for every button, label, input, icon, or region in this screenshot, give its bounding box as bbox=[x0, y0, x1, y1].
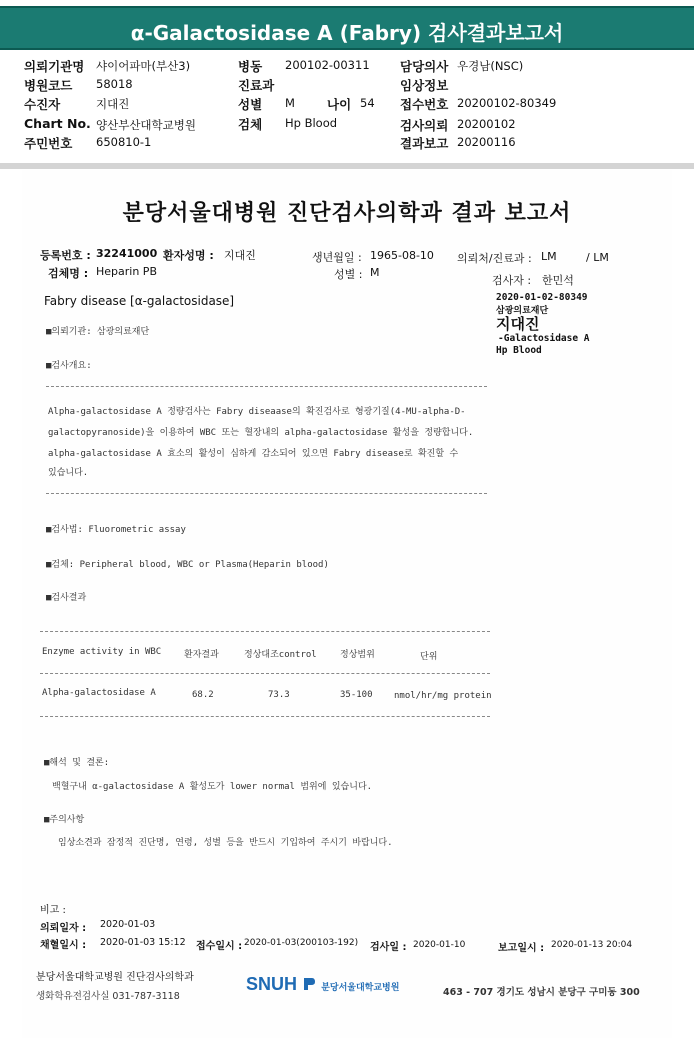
report-date-label: 보고일시 : bbox=[498, 943, 545, 954]
stamp-institution: 삼광의료재단 bbox=[496, 306, 549, 316]
value-receipt-number: 20200102-80349 bbox=[457, 96, 557, 110]
label-specimen: 검체 bbox=[238, 117, 263, 132]
interpretation-heading: ■해석 및 결론: bbox=[44, 758, 110, 768]
label-age: 나이 bbox=[327, 97, 352, 112]
rule bbox=[40, 673, 490, 674]
remark-label: 비고 : bbox=[40, 905, 66, 916]
label-department: 진료과 bbox=[238, 78, 275, 93]
table-header: 환자결과 bbox=[184, 650, 219, 660]
dob-label: 생년월일 : bbox=[312, 251, 362, 264]
examiner-label: 검사자 : bbox=[492, 274, 532, 287]
value-chart-no: 양산부산대학교병원 bbox=[96, 118, 196, 132]
stamp-patient: 지대진 bbox=[496, 315, 540, 333]
stamp-specimen: Hp Blood bbox=[496, 345, 542, 356]
label-requesting-institution: 의뢰기관명 bbox=[24, 59, 85, 74]
label-ward: 병동 bbox=[238, 59, 263, 74]
table-header: 정상대조control bbox=[244, 650, 317, 660]
value-specimen: Hp Blood bbox=[285, 116, 338, 130]
collection-value: 2020-01-03 15:12 bbox=[100, 937, 186, 948]
lab-contact: 생화학유전검사실 031-787-3118 bbox=[36, 991, 180, 1002]
hospital-address: 463 - 707 경기도 성남시 분당구 구미동 300 bbox=[443, 987, 640, 998]
report-banner-title: α-Galactosidase A (Fabry) 검사결과보고서 bbox=[130, 21, 564, 45]
label-result-report: 결과보고 bbox=[400, 136, 449, 151]
snuh-logo-text: SNUH bbox=[246, 974, 298, 994]
interpretation-text: 백혈구내 α-galactosidase A 활성도가 lower normal 범위에 있습니다. bbox=[52, 782, 373, 792]
dept-value-b: / LM bbox=[586, 251, 609, 264]
table-header: 단위 bbox=[420, 652, 438, 662]
sex-label: 성별 : bbox=[334, 268, 363, 281]
rule bbox=[46, 386, 487, 387]
rule bbox=[40, 716, 490, 717]
value-test-request: 20200102 bbox=[457, 117, 516, 131]
value-hospital-code: 58018 bbox=[96, 77, 133, 91]
overview-line-4: 있습니다. bbox=[48, 468, 89, 478]
label-chart-no: Chart No. bbox=[24, 116, 91, 131]
exam-label: 검사일 : bbox=[370, 942, 407, 953]
snuh-mark-icon bbox=[302, 976, 316, 992]
value-requesting-institution: 샤이어파마(부산3) bbox=[96, 59, 191, 73]
value-result-report: 20200116 bbox=[457, 135, 516, 149]
rule bbox=[40, 631, 490, 632]
exam-value: 2020-01-10 bbox=[413, 940, 466, 950]
value-doctor: 우경남(NSC) bbox=[457, 59, 524, 73]
stamp-test: -Galactosidase A bbox=[498, 333, 590, 344]
sex-value: M bbox=[370, 266, 380, 279]
rule bbox=[46, 493, 487, 494]
label-hospital-code: 병원코드 bbox=[24, 78, 73, 93]
notes-text: 임상소견과 잠정적 진단명, 연령, 성별 등을 반드시 기입하여 주시기 바랍니다. bbox=[58, 838, 393, 848]
receipt-value: 2020-01-03(200103-192) bbox=[244, 938, 359, 948]
label-sex: 성별 bbox=[238, 97, 263, 112]
table-cell: 68.2 bbox=[192, 690, 214, 700]
test-name: Fabry disease [α-galactosidase] bbox=[44, 294, 235, 308]
value-ward: 200102-00311 bbox=[285, 58, 370, 72]
table-cell: 73.3 bbox=[268, 690, 290, 700]
value-patient: 지대진 bbox=[96, 97, 130, 111]
reg-no-label: 등록번호 : bbox=[40, 249, 91, 262]
overview-line-1: Alpha-galactosidase A 정량검사는 Fabry diseaase의 확진검사로 형광기질(4-MU-alpha-D- bbox=[48, 407, 466, 417]
dept-label: 의뢰처/진료과 : bbox=[457, 252, 532, 265]
institution-line: ■의뢰기관: 삼광의료재단 bbox=[46, 327, 150, 337]
notes-heading: ■주의사항 bbox=[44, 815, 85, 825]
report-banner bbox=[0, 6, 694, 50]
request-date-value: 2020-01-03 bbox=[100, 919, 156, 930]
label-patient: 수진자 bbox=[24, 97, 61, 112]
collection-label: 채혈일시 : bbox=[40, 940, 87, 951]
dob-value: 1965-08-10 bbox=[370, 249, 434, 262]
report-date-value: 2020-01-13 20:04 bbox=[551, 940, 633, 950]
label-test-request: 검사의뢰 bbox=[400, 118, 449, 133]
specimen-name-label: 검체명 : bbox=[48, 267, 89, 280]
result-heading: ■검사결과 bbox=[46, 593, 87, 603]
table-header: 정상범위 bbox=[340, 650, 375, 660]
label-doctor: 담당의사 bbox=[400, 59, 449, 74]
overview-heading: ■검사개요: bbox=[46, 361, 92, 371]
reg-no-value: 32241000 bbox=[96, 247, 158, 260]
value-age: 54 bbox=[360, 96, 375, 110]
section-divider bbox=[0, 163, 694, 169]
stamp-receipt-no: 2020-01-02-80349 bbox=[496, 292, 588, 303]
label-resident-number: 주민번호 bbox=[24, 136, 73, 151]
table-cell: Alpha-galactosidase A bbox=[42, 688, 156, 698]
method-line: ■검사법: Fluorometric assay bbox=[46, 525, 186, 535]
dept-value-a: LM bbox=[541, 250, 557, 263]
snuh-logo bbox=[246, 974, 399, 995]
table-cell: 35-100 bbox=[340, 690, 373, 700]
overview-line-3: alpha-galactosidase A 효소의 활성이 심하게 감소되어 있으면 Fabry disease로 확진할 수 bbox=[48, 449, 459, 459]
table-cell: nmol/hr/mg protein bbox=[394, 691, 492, 701]
value-resident-number: 650810-1 bbox=[96, 135, 152, 149]
request-date-label: 의뢰일자 : bbox=[40, 923, 87, 934]
overview-line-2: galactopyranoside)을 이용하여 WBC 또는 혈장내의 alpha-galactosidase 활성을 정량합니다. bbox=[48, 428, 474, 438]
label-receipt-number: 접수번호 bbox=[400, 97, 449, 112]
snuh-logo-hospital-name: 분당서울대학교병원 bbox=[321, 983, 400, 993]
table-header: Enzyme activity in WBC bbox=[42, 647, 162, 657]
specimen-name-value: Heparin PB bbox=[96, 265, 157, 278]
patient-name-value: 지대진 bbox=[224, 249, 256, 262]
value-sex: M bbox=[285, 96, 295, 110]
examiner-value: 한민석 bbox=[542, 274, 574, 287]
receipt-label: 접수일시 : bbox=[196, 941, 243, 952]
patient-name-label: 환자성명 : bbox=[163, 249, 214, 262]
scanned-report-title: 분당서울대병원 진단검사의학과 결과 보고서 bbox=[122, 201, 572, 226]
lab-name: 분당서울대학교병원 진단검사의학과 bbox=[36, 972, 194, 983]
label-clinical-info: 임상정보 bbox=[400, 78, 449, 93]
specimen-line: ■검체: Peripheral blood, WBC or Plasma(Heparin blood) bbox=[46, 560, 329, 570]
